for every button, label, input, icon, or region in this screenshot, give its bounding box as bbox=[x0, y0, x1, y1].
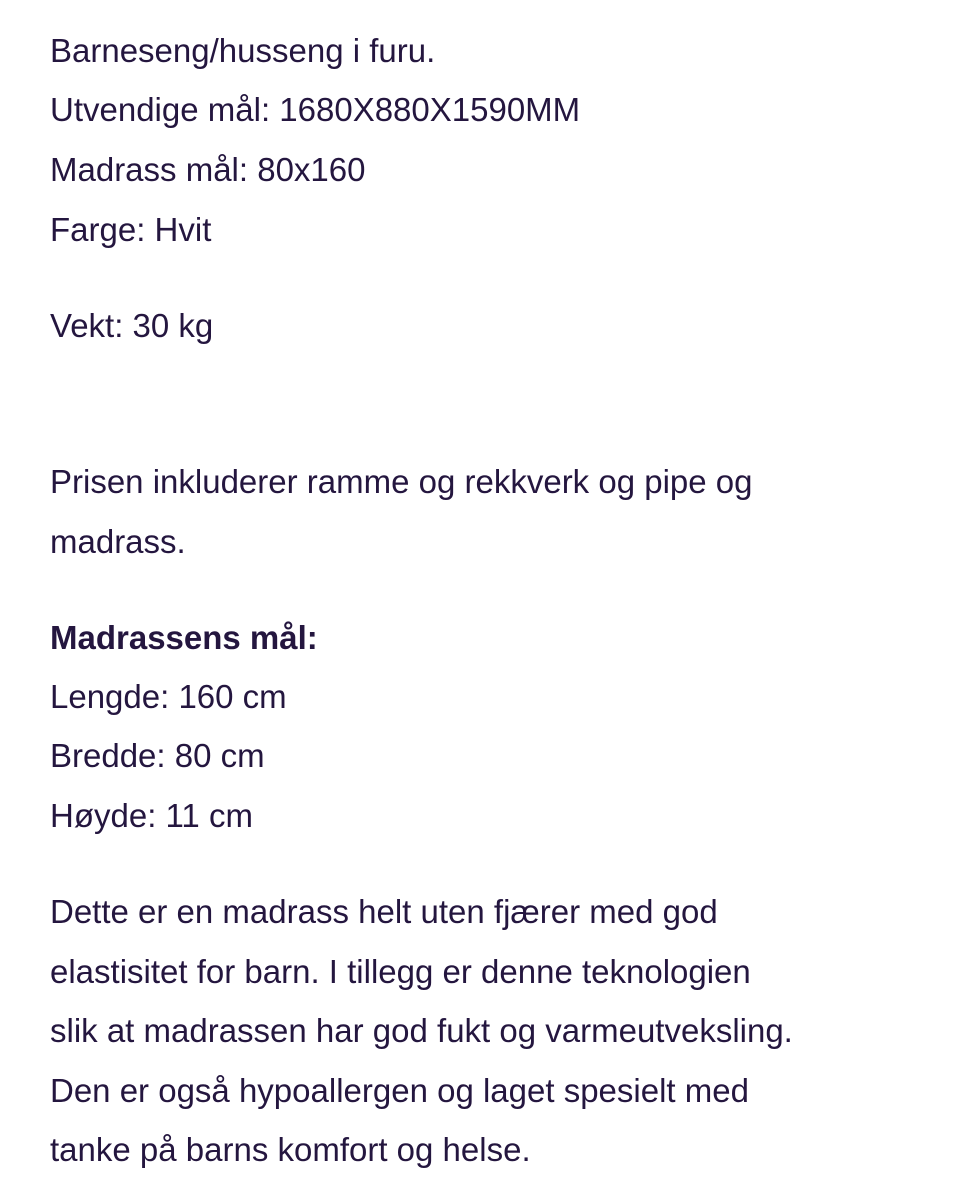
description-line-3: slik at madrassen har god fukt og varmeutveksling. bbox=[50, 1012, 793, 1049]
price-note-line-2: madrass. bbox=[50, 523, 186, 560]
description-line-1: Dette er en madrass helt uten fjærer med god bbox=[50, 893, 718, 930]
mattress-specs-heading: Madrassens mål: bbox=[50, 619, 318, 656]
mattress-length: Lengde: 160 cm bbox=[50, 678, 287, 715]
mattress-width: Bredde: 80 cm bbox=[50, 737, 265, 774]
price-note-line-1: Prisen inkluderer ramme og rekkverk og pipe og bbox=[50, 463, 753, 500]
mattress-height: Høyde: 11 cm bbox=[50, 797, 253, 834]
description-line-5: tanke på barns komfort og helse. bbox=[50, 1131, 531, 1168]
outer-dimensions: Utvendige mål: 1680X880X1590MM bbox=[50, 91, 581, 128]
product-title: Barneseng/husseng i furu. bbox=[50, 32, 436, 69]
product-weight: Vekt: 30 kg bbox=[50, 307, 214, 344]
description-line-2: elastisitet for barn. I tillegg er denne teknologien bbox=[50, 953, 751, 990]
mattress-size: Madrass mål: 80x160 bbox=[50, 151, 366, 188]
product-color: Farge: Hvit bbox=[50, 211, 212, 248]
description-line-4: Den er også hypoallergen og laget spesielt med bbox=[50, 1072, 749, 1109]
